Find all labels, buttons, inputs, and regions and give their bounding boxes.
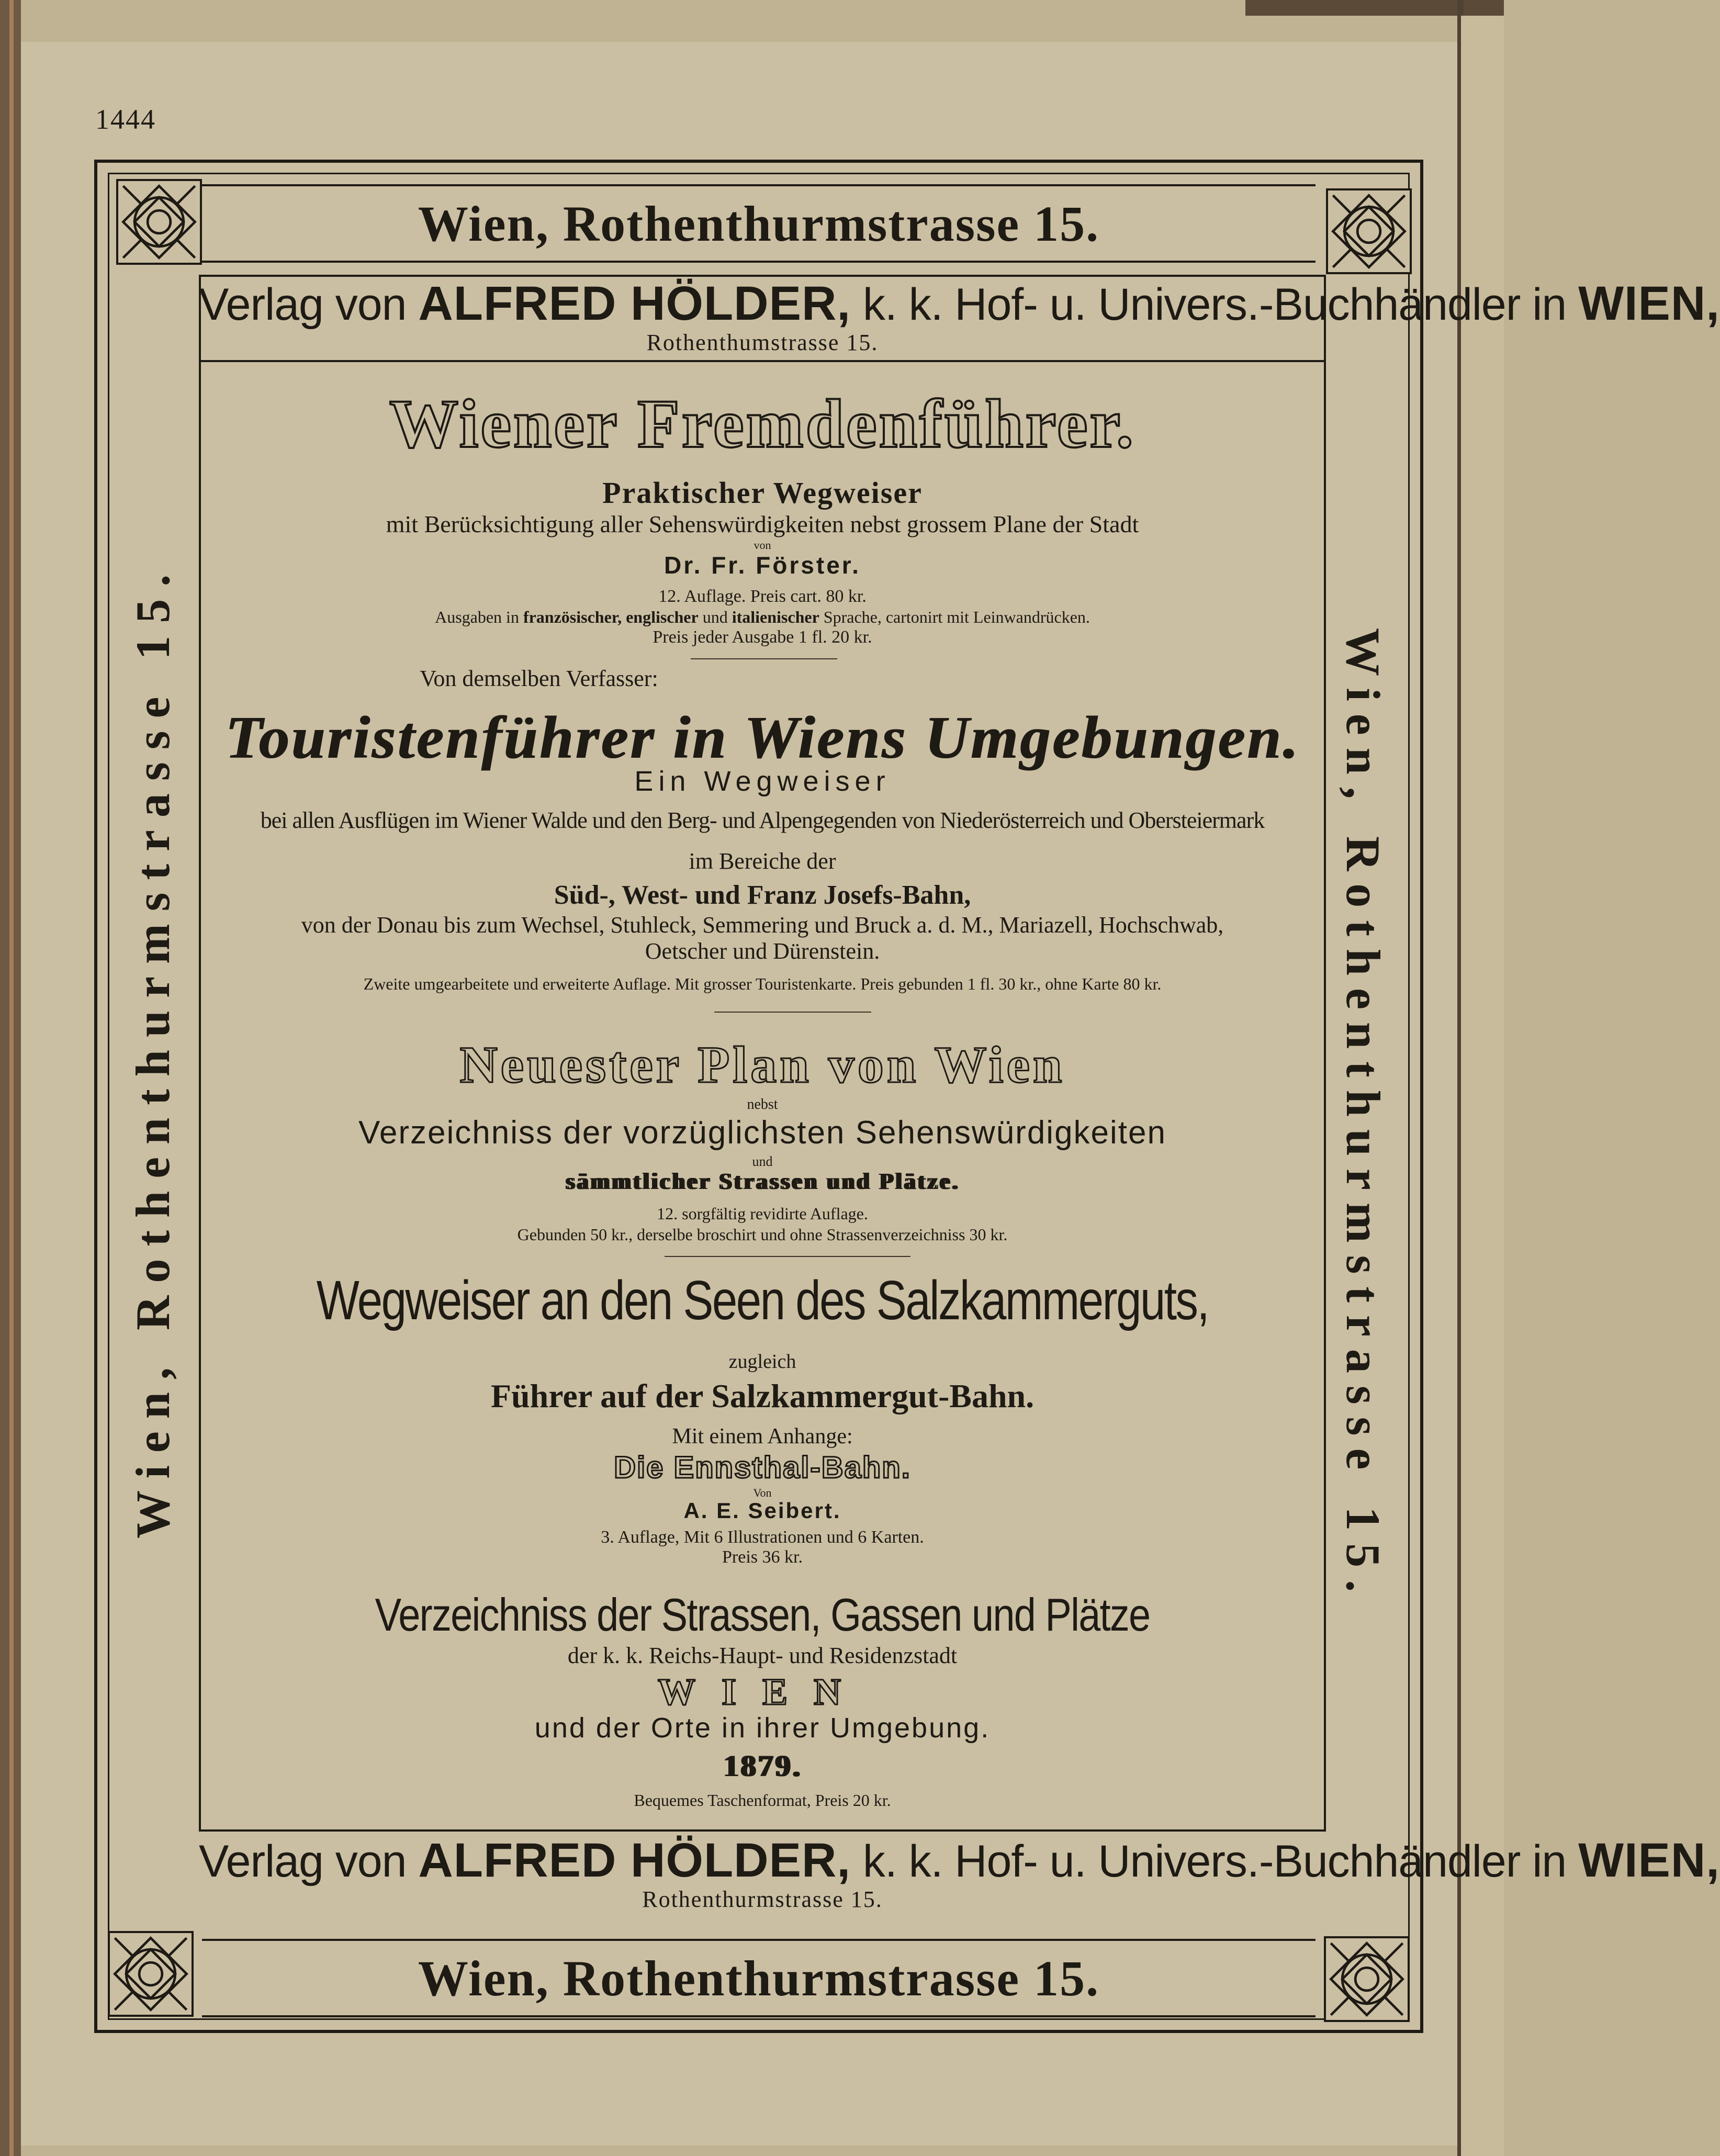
book5-title: Verzeichniss der Strassen, Gassen und Plätze — [375, 1589, 1150, 1641]
book2-intro: Von demselben Verfasser: — [420, 666, 658, 691]
editions-english: englischer — [626, 608, 699, 626]
editions-french: französischer, — [523, 608, 622, 626]
book4-price: Preis 36 kr. — [722, 1547, 803, 1567]
side-text-left: Wien, Rothenthurmstrasse 15. — [126, 562, 179, 1539]
editions-und: und — [702, 608, 728, 626]
book2-line5: Oetscher und Dürenstein. — [645, 938, 880, 964]
book4-von: Von — [753, 1486, 772, 1499]
top-shadow — [1245, 0, 1504, 16]
publisher-name: ALFRED HÖLDER, — [418, 277, 851, 330]
book1-price: Preis jeder Ausgabe 1 fl. 20 kr. — [653, 627, 872, 647]
book4-anhang: Mit einem Anhange: — [672, 1424, 853, 1448]
book1-author: Dr. Fr. Förster. — [664, 552, 861, 579]
book4-author: A. E. Seibert. — [683, 1498, 841, 1523]
book1-editions — [199, 607, 1326, 627]
book4-zugleich: zugleich — [728, 1351, 796, 1373]
publisher-top — [199, 277, 1720, 356]
divider — [714, 1012, 871, 1013]
publisher-title: k. k. Hof- u. Univers.-Buchhändler in — [862, 1836, 1567, 1886]
publisher-title: k. k. Hof- u. Univers.-Buchhändler in — [862, 279, 1567, 330]
book2-line1: bei allen Ausflügen im Wiener Walde und den Berg- und Alpengegenden von Niederösterreich und Obersteiermark — [260, 807, 1265, 833]
page-number: 1444 — [95, 104, 156, 135]
book3-title: Neuester Plan von Wien — [459, 1036, 1065, 1094]
book2-title: Touristenführer in Wiens Umgebungen. — [224, 704, 1300, 771]
corner-ornament-icon — [1326, 188, 1412, 274]
book2-line4: von der Donau bis zum Wechsel, Stuhleck, Semmering und Bruck a. d. M., Mariazell, Hochschwab, — [301, 912, 1224, 938]
book1-edition: 12. Auflage. Preis cart. 80 kr. — [658, 587, 867, 606]
footer-address: Wien, Rothenthurmstrasse 15. — [418, 1950, 1100, 2006]
book5-price: Bequemes Taschenformat, Preis 20 kr. — [634, 1791, 891, 1810]
editions-prefix: Ausgaben in — [435, 608, 519, 626]
book3-nebst: nebst — [747, 1096, 778, 1113]
book4-subtitle: Führer auf der Salzkammergut-Bahn. — [490, 1377, 1035, 1414]
book1-subtitle: Praktischer Wegweiser — [602, 476, 923, 510]
publisher-verlag: Verlag von — [199, 1836, 407, 1886]
side-text-right: Wien, Rothenthurmstrasse 15. — [1336, 628, 1390, 1605]
book4-edition: 3. Auflage, Mit 6 Illustrationen und 6 Karten. — [601, 1528, 924, 1547]
publisher-name: ALFRED HÖLDER, — [418, 1834, 851, 1887]
book5-year: 1879. — [723, 1749, 802, 1783]
publisher-verlag: Verlag von — [199, 279, 407, 330]
divider — [691, 658, 837, 659]
publisher-city: WIEN, — [1578, 1834, 1720, 1887]
book2-line3: Süd-, West- und Franz Josefs-Bahn, — [554, 880, 971, 910]
book1-description: mit Berücksichtigung aller Sehenswürdigkeiten nebst grossem Plane der Stadt — [386, 511, 1139, 537]
book4-anhang-title: Die Ennsthal-Bahn. — [614, 1451, 911, 1485]
book2-edition: Zweite umgearbeitete und erweiterte Auflage. Mit grosser Touristenkarte. Preis gebunden 1 fl. 30 kr., ohne Karte 80 kr. — [363, 974, 1162, 993]
footer-band — [202, 1939, 1316, 2017]
publisher-address: Rothenthurmstrasse 15. — [642, 1886, 883, 1912]
header-address: Wien, Rothenthurmstrasse 15. — [418, 195, 1100, 252]
book3-price: Gebunden 50 kr., derselbe broschirt und ohne Strassenverzeichniss 30 kr. — [517, 1225, 1008, 1244]
adjacent-page-edge — [1461, 16, 1504, 2156]
publisher-city: WIEN, — [1578, 277, 1720, 330]
book3-line: sämmtlicher Strassen und Plätze. — [565, 1169, 960, 1194]
book3-edition: 12. sorgfältig revidirte Auflage. — [657, 1204, 868, 1223]
corner-ornament-icon — [108, 1931, 194, 2017]
book1-von: von — [754, 538, 771, 552]
corner-ornament-icon — [1324, 1936, 1410, 2022]
book2-subtitle: Ein Wegweiser — [634, 766, 891, 797]
book5-line1: der k. k. Reichs-Haupt- und Residenzstadt — [567, 1643, 958, 1668]
book5-line2: und der Orte in ihrer Umgebung. — [534, 1712, 991, 1744]
book1-title: Wiener Fremdenführer. — [389, 385, 1136, 462]
publisher-address: Rothenthumstrasse 15. — [646, 330, 879, 355]
divider — [665, 1256, 910, 1257]
editions-italian: italienischer — [732, 608, 819, 626]
book2-line2: im Bereiche der — [689, 848, 836, 874]
book3-subtitle: Verzeichniss der vorzüglichsten Sehenswürdigkeiten — [358, 1115, 1166, 1151]
publisher-bottom — [199, 1834, 1720, 1913]
header-band — [202, 184, 1316, 263]
editions-suffix: Sprache, cartonirt mit Leinwandrücken. — [823, 608, 1090, 626]
binding-edge — [9, 0, 14, 2156]
book4-title: Wegweiser an den Seen des Salzkammerguts, — [316, 1270, 1209, 1331]
corner-ornament-icon — [116, 179, 202, 265]
book3-und: und — [752, 1154, 773, 1169]
divider — [199, 360, 1326, 362]
book5-city: WIEN — [657, 1671, 868, 1713]
